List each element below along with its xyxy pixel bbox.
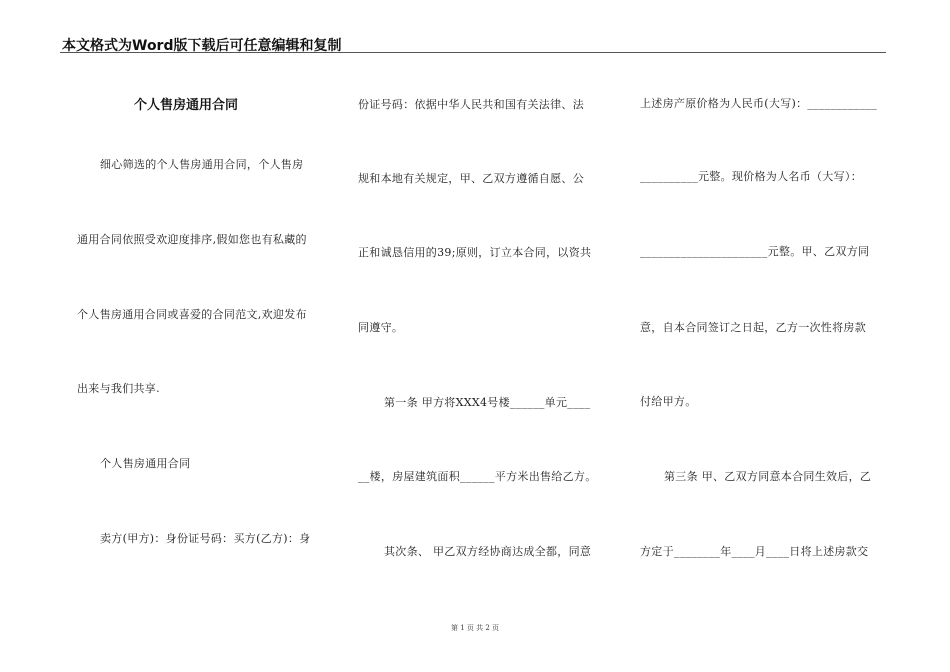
page-number: 第 1 页 共 2 页 [450,624,500,632]
col1-line-2: 通用合同依照受欢迎度排序,假如您也有私藏的 [77,233,307,246]
col2-line-6: __楼，房屋建筑面积______平方米出售给乙方。 [358,470,597,483]
col3-line-1: 上述房产原价格为人民币(大写)：____________ [640,97,877,110]
col3-line-2: __________元整。现价格为人名币（大写）： [640,170,862,183]
col1-line-4: 出来与我们共享. [77,382,160,395]
document-header-title: 本文格式为Word版下载后可任意编辑和复制 [62,38,342,54]
col3-line-5: 付给甲方。 [640,395,697,408]
col3-line-3: ______________________元整。甲、乙双方同 [640,245,870,258]
col3-line-6: 第三条 甲、乙双方同意本合同生效后，乙 [664,470,872,483]
contract-title: 个人售房通用合同 [134,98,239,113]
col2-line-5: 第一条 甲方将XXX4号楼______单元____ [384,396,591,409]
col3-line-7: 方定于________年____月____日将上述房款交 [640,545,869,558]
col1-line-3: 个人售房通用合同或喜爱的合同范文,欢迎发布 [77,308,307,321]
col1-line-5: 个人售房通用合同 [100,457,191,470]
header-divider [60,52,886,53]
col2-line-3: 正和诚恳信用的39;原则，订立本合同，以资共 [358,246,592,259]
col2-line-2: 规和本地有关规定，甲、乙双方遵循自愿、公 [358,172,584,185]
col1-line-1: 细心筛选的个人售房通用合同，个人售房 [100,158,304,171]
col2-line-7: 其次条、 甲乙双方经协商达成全都，同意 [384,545,592,558]
col3-line-4: 意，自本合同签订之日起，乙方一次性将房款 [640,321,866,334]
col1-line-6: 卖方(甲方)：身份证号码：买方(乙方)：身 [100,532,311,545]
col2-line-4: 同遵守。 [358,321,404,334]
col2-line-1: 份证号码：依据中华人民共和国有关法律、法 [358,98,584,111]
